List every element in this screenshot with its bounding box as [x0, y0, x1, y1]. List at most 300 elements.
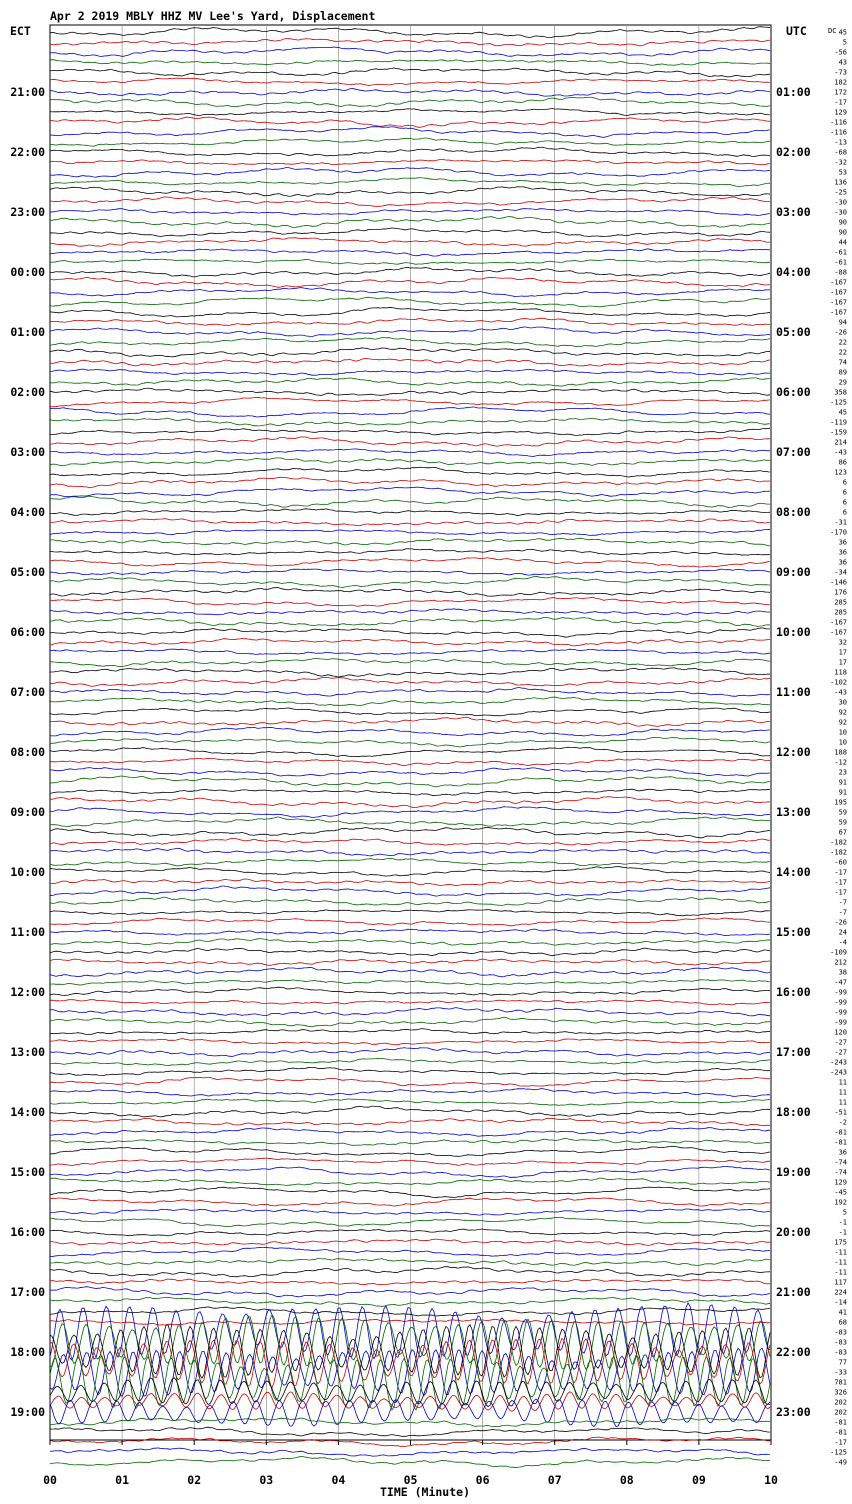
dc-offset-label: 129 [834, 108, 847, 117]
seismic-trace [50, 807, 770, 818]
dc-offset-label: 172 [834, 88, 847, 97]
dc-offset-label: -167 [830, 288, 847, 297]
dc-offset-label: 136 [834, 178, 847, 187]
dc-offset-label: 5 [842, 1208, 847, 1217]
dc-offset-label: -34 [834, 568, 847, 577]
dc-offset-label: -125 [830, 398, 847, 407]
seismic-trace [50, 1279, 770, 1285]
dc-offset-label: 91 [838, 788, 847, 797]
dc-offset-label: -30 [834, 208, 847, 217]
seismic-trace [50, 1077, 770, 1086]
seismic-trace [50, 209, 770, 216]
dc-offset-label: -56 [834, 48, 847, 57]
dc-offset-label: 22 [838, 348, 847, 357]
seismic-trace [50, 948, 770, 956]
dc-offset-label: 92 [838, 708, 847, 717]
seismic-trace [50, 609, 770, 615]
dc-offset-label: -116 [830, 118, 847, 127]
x-axis-ticks [43, 1440, 778, 1487]
seismic-trace [50, 617, 770, 626]
dc-offset-label: -26 [834, 328, 847, 337]
dc-offset-label: -61 [834, 248, 847, 257]
dc-offset-label: -31 [834, 518, 847, 527]
dc-offset-label: -43 [834, 688, 847, 697]
dc-offset-label: -74 [834, 1158, 847, 1167]
x-tick-label: 06 [475, 1473, 490, 1487]
dc-offset-label: 45 [838, 408, 847, 417]
seismic-trace [50, 168, 770, 178]
dc-offset-label: -17 [834, 1438, 847, 1447]
seismic-trace [50, 538, 770, 546]
seismic-trace [50, 727, 770, 736]
dc-offset-label: -27 [834, 1048, 847, 1057]
seismic-trace [50, 39, 770, 46]
seismic-trace [50, 1258, 770, 1265]
seismic-trace [50, 307, 770, 317]
left-hour-label: 03:00 [10, 445, 45, 459]
seismic-trace [50, 407, 770, 417]
right-hour-label: 22:00 [776, 1345, 811, 1359]
seismic-trace [50, 827, 770, 838]
dc-offset-label: 123 [834, 468, 847, 477]
dc-offset-label: -167 [830, 298, 847, 307]
dc-offset-label: -27 [834, 1038, 847, 1047]
seismic-trace [50, 68, 770, 77]
seismic-trace [50, 677, 770, 686]
dc-offset-label: 120 [834, 1028, 847, 1037]
dc-offset-label: -81 [834, 1418, 847, 1427]
seismic-trace [50, 638, 770, 646]
seismic-trace [50, 359, 770, 367]
dc-offset-label: -83 [834, 1328, 847, 1337]
dc-offset-label: -33 [834, 1368, 847, 1377]
seismic-trace [50, 428, 770, 435]
seismic-trace [50, 249, 770, 256]
dc-offset-label: 6 [842, 478, 847, 487]
right-hour-label: 03:00 [776, 205, 811, 219]
seismic-trace [50, 509, 770, 516]
seismic-trace [50, 267, 770, 277]
left-hour-label: 11:00 [10, 925, 45, 939]
dc-offset-label: -99 [834, 988, 847, 997]
seismic-trace [50, 1325, 770, 1379]
dc-offset-label: -60 [834, 858, 847, 867]
dc-offset-label: 29 [838, 378, 847, 387]
dc-offset-label: 11 [838, 1078, 847, 1087]
seismic-trace [50, 228, 770, 237]
seismic-trace [50, 738, 770, 748]
right-hour-label: 13:00 [776, 805, 811, 819]
dc-offset-label: -17 [834, 888, 847, 897]
dc-offset-label: -45 [834, 1188, 847, 1197]
dc-offset-label: -7 [838, 908, 847, 917]
seismic-trace [50, 318, 770, 325]
dc-offset-label: -25 [834, 188, 847, 197]
x-tick-label: 09 [691, 1473, 706, 1487]
dc-offset-label: 202 [834, 1398, 847, 1407]
dc-offset-label: -167 [830, 308, 847, 317]
seismic-trace [50, 117, 770, 127]
left-hour-label: 16:00 [10, 1225, 45, 1239]
dc-offset-label: -12 [834, 758, 847, 767]
seismic-trace [50, 238, 770, 247]
dc-offset-label: 89 [838, 368, 847, 377]
dc-offset-label: -4 [838, 938, 847, 947]
right-hour-label: 12:00 [776, 745, 811, 759]
x-tick-label: 07 [547, 1473, 562, 1487]
dc-offset-label: -109 [830, 948, 847, 957]
dc-offset-label: -73 [834, 68, 847, 77]
right-hour-label: 20:00 [776, 1225, 811, 1239]
seismic-trace [50, 1138, 770, 1145]
dc-offset-label: 17 [838, 658, 847, 667]
seismic-trace [50, 886, 770, 896]
seismic-trace [50, 598, 770, 607]
seismic-trace [50, 187, 770, 197]
seismic-trace [50, 776, 770, 787]
dc-offset-label: -30 [834, 198, 847, 207]
seismic-trace [50, 717, 770, 726]
seismic-trace [50, 1128, 770, 1137]
dc-offset-label: 23 [838, 768, 847, 777]
right-hour-label: 21:00 [776, 1285, 811, 1299]
left-hour-label: 07:00 [10, 685, 45, 699]
seismic-trace [50, 388, 770, 395]
dc-offset-label: -11 [834, 1268, 847, 1277]
right-hour-label: 08:00 [776, 505, 811, 519]
x-tick-label: 04 [331, 1473, 346, 1487]
seismic-trace [50, 1146, 770, 1156]
seismic-trace [50, 1118, 770, 1126]
seismic-trace [50, 1167, 770, 1178]
seismic-trace [50, 768, 770, 777]
seismic-trace [50, 1029, 770, 1035]
dc-offset-label: -32 [834, 158, 847, 167]
seismic-trace [50, 437, 770, 446]
seismic-trace [50, 467, 770, 477]
dc-offset-label: 77 [838, 1358, 847, 1367]
seismic-trace [50, 217, 770, 228]
dc-offset-label: 67 [838, 828, 847, 837]
dc-offset-label: 53 [838, 168, 847, 177]
dc-offset-label: 195 [834, 798, 847, 807]
seismic-trace [50, 747, 770, 757]
dc-offset-label: -49 [834, 1458, 847, 1467]
dc-offset-label: -81 [834, 1128, 847, 1137]
dc-offset-label: -83 [834, 1348, 847, 1357]
seismic-trace [50, 109, 770, 116]
seismic-trace [50, 487, 770, 497]
dc-offset-label: 59 [838, 818, 847, 827]
dc-offset-label: 17 [838, 648, 847, 657]
left-hour-label: 05:00 [10, 565, 45, 579]
dc-offset-label: 202 [834, 1408, 847, 1417]
seismic-trace [50, 910, 770, 916]
dc-offset-label: 59 [838, 808, 847, 817]
dc-offset-label: 6 [842, 488, 847, 497]
dc-offset-label: -81 [834, 1428, 847, 1437]
left-hour-label: 23:00 [10, 205, 45, 219]
dc-offset-label: -81 [834, 1138, 847, 1147]
dc-offset-label: 117 [834, 1278, 847, 1287]
left-hour-label: 00:00 [10, 265, 45, 279]
dc-offset-label: 781 [834, 1378, 847, 1387]
dc-offset-label: 38 [838, 968, 847, 977]
dc-offset-label: 32 [838, 638, 847, 647]
seismic-trace [50, 577, 770, 588]
x-tick-label: 01 [115, 1473, 130, 1487]
dc-offset-label: -116 [830, 128, 847, 137]
seismic-trace [50, 708, 770, 716]
seismic-trace [50, 449, 770, 457]
dc-offset-label: 11 [838, 1088, 847, 1097]
seismic-trace [50, 47, 770, 56]
seismic-trace [50, 1106, 770, 1117]
dc-offset-label: 44 [838, 238, 847, 247]
left-hour-label: 12:00 [10, 985, 45, 999]
right-hour-label: 05:00 [776, 325, 811, 339]
seismic-trace [50, 758, 770, 765]
dc-offset-label: -1 [838, 1218, 847, 1227]
seismic-trace [50, 1039, 770, 1045]
seismic-trace [50, 97, 770, 107]
seismic-trace [50, 558, 770, 567]
left-hour-label: 22:00 [10, 145, 45, 159]
dc-offset-label: 86 [838, 458, 847, 467]
seismic-trace [50, 858, 770, 865]
seismic-trace [50, 1089, 770, 1097]
seismic-trace [50, 838, 770, 845]
dc-offset-label: 176 [834, 588, 847, 597]
seismic-trace [50, 27, 770, 38]
seismic-trace [50, 369, 770, 375]
dc-offset-label: -11 [834, 1248, 847, 1257]
dc-offset-label: 129 [834, 1178, 847, 1187]
seismic-trace [50, 897, 770, 905]
seismic-trace [50, 147, 770, 156]
dc-offset-label: 41 [838, 1308, 847, 1317]
dc-offset-label: -83 [834, 1338, 847, 1347]
right-hour-label: 04:00 [776, 265, 811, 279]
right-timezone-label: UTC [786, 24, 807, 38]
dc-offset-label: 11 [838, 1098, 847, 1107]
seismic-trace [50, 1229, 770, 1236]
seismic-trace [50, 980, 770, 985]
seismic-trace [50, 1448, 770, 1456]
dc-offset-label: 24 [838, 928, 847, 937]
seismic-trace [50, 178, 770, 187]
left-hour-label: 10:00 [10, 865, 45, 879]
dc-offset-label: 68 [838, 1318, 847, 1327]
dc-offset-label: -167 [830, 278, 847, 287]
x-tick-label: 02 [187, 1473, 202, 1487]
seismic-trace [50, 1267, 770, 1277]
right-hour-label: 18:00 [776, 1105, 811, 1119]
seismic-trace [50, 529, 770, 535]
seismic-trace [50, 496, 770, 507]
seismic-trace [50, 288, 770, 297]
right-hour-label: 15:00 [776, 925, 811, 939]
dc-offset-label: 175 [834, 1238, 847, 1247]
left-hour-label: 06:00 [10, 625, 45, 639]
dc-offset-label: -11 [834, 1258, 847, 1267]
dc-offset-label: 36 [838, 558, 847, 567]
dc-offset-label: -167 [830, 618, 847, 627]
right-hour-label: 16:00 [776, 985, 811, 999]
seismic-trace [50, 259, 770, 264]
left-hour-label: 15:00 [10, 1165, 45, 1179]
seismic-trace [50, 1178, 770, 1186]
seismic-trace [50, 160, 770, 165]
seismic-trace [50, 89, 770, 97]
seismic-trace [50, 297, 770, 307]
right-hour-label: 01:00 [776, 85, 811, 99]
dc-offset-label: -159 [830, 428, 847, 437]
seismic-trace [50, 1217, 770, 1226]
left-hour-label: 08:00 [10, 745, 45, 759]
x-tick-label: 03 [259, 1473, 274, 1487]
left-hour-label: 19:00 [10, 1405, 45, 1419]
right-hour-label: 07:00 [776, 445, 811, 459]
left-hour-label: 02:00 [10, 385, 45, 399]
left-hour-label: 21:00 [10, 85, 45, 99]
left-timezone-label: ECT [10, 24, 31, 38]
seismic-trace [50, 797, 770, 808]
seismic-trace [50, 1339, 770, 1388]
seismic-trace [50, 628, 770, 637]
dc-offset-label: 285 [834, 598, 847, 607]
dc-offset-label: 36 [838, 1148, 847, 1157]
seismic-trace [50, 458, 770, 466]
dc-offset-label: 90 [838, 228, 847, 237]
seismic-trace [50, 397, 770, 406]
dc-offset-label: -51 [834, 1108, 847, 1117]
seismic-trace [50, 1239, 770, 1246]
dc-offset-label: 212 [834, 958, 847, 967]
seismic-trace [50, 1099, 770, 1106]
dc-offset-label: -102 [830, 678, 847, 687]
dc-offset-label: -99 [834, 1008, 847, 1017]
seismic-trace [50, 138, 770, 146]
seismic-trace [50, 1067, 770, 1075]
seismic-trace [50, 1456, 770, 1467]
left-hour-label: 09:00 [10, 805, 45, 819]
dc-offset-label: 91 [838, 778, 847, 787]
dc-offset-label: -47 [834, 978, 847, 987]
dc-offset-label: -170 [830, 528, 847, 537]
x-tick-label: 05 [403, 1473, 418, 1487]
dc-offset-label: -2 [838, 1118, 847, 1127]
dc-offset-label: -7 [838, 898, 847, 907]
dc-offset-label: 188 [834, 748, 847, 757]
seismic-trace [50, 338, 770, 347]
dc-offset-label: 22 [838, 338, 847, 347]
right-hour-label: 11:00 [776, 685, 811, 699]
seismic-trace [50, 588, 770, 597]
right-hour-label: 06:00 [776, 385, 811, 399]
dc-offset-label: 36 [838, 548, 847, 557]
dc-offset-label: -182 [830, 838, 847, 847]
seismic-trace [50, 866, 770, 876]
seismic-trace [50, 477, 770, 487]
seismic-trace [50, 60, 770, 66]
seismic-trace [50, 1427, 770, 1436]
dc-offset-label: 36 [838, 538, 847, 547]
dc-offset-label: -26 [834, 918, 847, 927]
seismic-trace [50, 549, 770, 556]
seismic-trace [50, 939, 770, 946]
seismic-trace [50, 789, 770, 796]
seismic-trace [50, 918, 770, 926]
seismic-trace [50, 1048, 770, 1057]
dc-offset-label: -17 [834, 868, 847, 877]
seismic-trace [50, 1017, 770, 1026]
dc-offset-label: 6 [842, 498, 847, 507]
dc-offset-label: 192 [834, 1198, 847, 1207]
left-hour-label: 01:00 [10, 325, 45, 339]
dc-label: DC [828, 27, 837, 35]
dc-offset-label: 214 [834, 438, 847, 447]
dc-offset-label: 358 [834, 388, 847, 397]
dc-offset-label: -1 [838, 1228, 847, 1237]
seismic-trace [50, 1187, 770, 1198]
dc-offset-label: -74 [834, 1168, 847, 1177]
seismic-trace [50, 967, 770, 977]
dc-offset-label: -13 [834, 138, 847, 147]
dc-offset-labels [830, 29, 847, 1467]
chart-title: Apr 2 2019 MBLY HHZ MV Lee's Yard, Displacement [50, 9, 376, 23]
dc-offset-label: 43 [838, 58, 847, 67]
dc-offset-label: 10 [838, 738, 847, 747]
seismic-trace [50, 1297, 770, 1306]
left-hour-label: 13:00 [10, 1045, 45, 1059]
dc-offset-label: 92 [838, 718, 847, 727]
vertical-gridlines [122, 25, 699, 1440]
seismic-trace [50, 1287, 770, 1297]
left-hour-label: 04:00 [10, 505, 45, 519]
seismic-trace [50, 1198, 770, 1206]
dc-offset-label: -17 [834, 878, 847, 887]
dc-offset-label: -125 [830, 1448, 847, 1457]
seismic-trace [50, 519, 770, 526]
seismic-trace [50, 987, 770, 995]
seismic-trace [50, 668, 770, 677]
dc-offset-label: -182 [830, 848, 847, 857]
dc-offset-label: 94 [838, 318, 847, 327]
dc-offset-label: -14 [834, 1298, 847, 1307]
seismic-trace [50, 1058, 770, 1065]
dc-offset-label: -43 [834, 448, 847, 457]
seismic-trace [50, 1247, 770, 1256]
seismic-trace [50, 378, 770, 386]
right-hour-label: 10:00 [776, 625, 811, 639]
dc-offset-label: 118 [834, 668, 847, 677]
seismic-trace [50, 879, 770, 886]
seismic-trace [50, 418, 770, 426]
dc-offset-label: -99 [834, 1018, 847, 1027]
seismic-trace [50, 78, 770, 85]
right-hour-label: 09:00 [776, 565, 811, 579]
dc-offset-label: 6 [842, 508, 847, 517]
dc-offset-label: -17 [834, 98, 847, 107]
dc-offset-label: 285 [834, 608, 847, 617]
seismic-trace [50, 1209, 770, 1215]
dc-offset-label: -68 [834, 148, 847, 157]
seismic-trace [50, 348, 770, 357]
dc-offset-label: -243 [830, 1058, 847, 1067]
dc-offset-label: 90 [838, 218, 847, 227]
seismic-trace [50, 649, 770, 654]
